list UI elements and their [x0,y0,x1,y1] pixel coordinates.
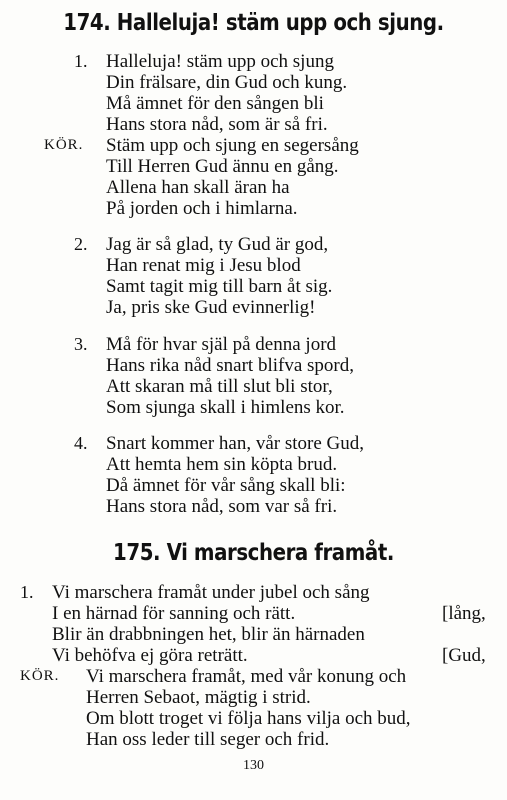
chorus-line: Till Herren Gud ännu en gång. [106,156,339,177]
verse-line: Han renat mig i Jesu blod [106,255,301,276]
chorus-line: Herren Sebaot, mägtig i strid. [86,687,311,708]
verse-line: Att hemta hem sin köpta brud. [106,454,338,475]
verse-number: 1. [20,582,34,602]
verse-line: Samt tagit mig till barn åt sig. [106,276,333,297]
verse-number: 4. [74,433,88,453]
chorus-label: KÖR. [44,137,84,153]
verse-number: 2. [74,234,88,254]
chorus-line: Stäm upp och sjung en segersång [106,135,359,156]
verse-line: Blir än drabbningen het, blir än härnaden [52,624,365,645]
hymn-174-title: 174. Halleluja! stäm upp och sjung. [63,10,444,36]
verse-line: Jag är så glad, ty Gud är god, [106,234,329,255]
verse-number: 1. [74,51,88,71]
verse-line: Ja, pris ske Gud evinnerlig! [106,297,316,318]
verse-line: Halleluja! stäm upp och sjung [106,51,334,72]
verse-line: Hans rika nåd snart blifva spord, [106,355,354,376]
verse-line: Hans stora nåd, som var så fri. [106,496,338,517]
verse-line: Din frälsare, din Gud och kung. [106,72,348,93]
verse-line: I en härnad för sanning och rätt. [52,603,296,624]
chorus-line: Allena han skall äran ha [106,177,290,198]
verse-line: Hans stora nåd, som är så fri. [106,114,328,135]
verse-number: 3. [74,334,88,354]
verse-line: Som sjunga skall i himlens kor. [106,397,345,418]
verse-line: Vi behöfva ej göra reträtt. [52,645,248,666]
hymn-175-title: 175. Vi marschera framåt. [113,540,394,566]
chorus-line: På jorden och i himlarna. [106,198,298,219]
verse-line: Då ämnet för vår sång skall bli: [106,475,346,496]
verse-line: Att skaran må till slut bli stor, [106,376,333,397]
chorus-line: Han oss leder till seger och frid. [86,729,330,750]
page-number: 130 [243,758,264,773]
chorus-line: Om blott troget vi följa hans vilja och bud, [86,708,411,729]
verse-line: Må för hvar själ på denna jord [106,334,337,355]
margin-continuation: [Gud, [442,645,486,666]
chorus-line: Vi marschera framåt, med vår konung och [86,666,407,687]
verse-line: Vi marschera framåt under jubel och sång [52,582,370,603]
verse-line: Må ämnet för den sången bli [106,93,324,114]
margin-continuation: [lång, [442,603,486,624]
chorus-label: KÖR. [20,668,60,684]
verse-line: Snart kommer han, vår store Gud, [106,433,365,454]
